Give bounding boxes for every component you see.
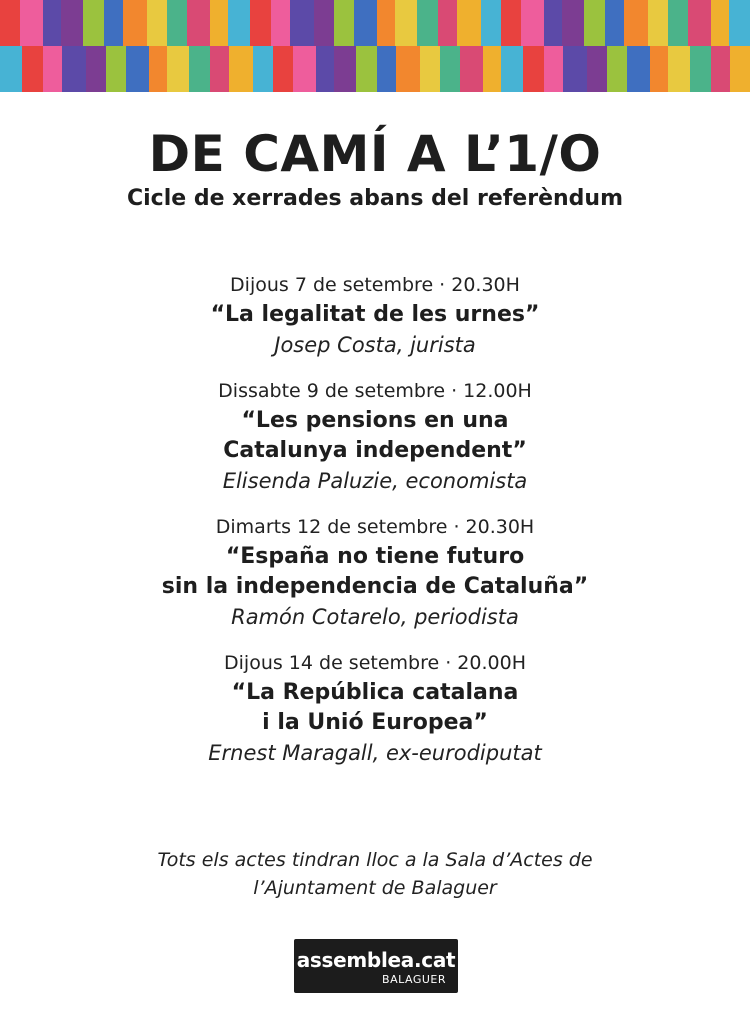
logo-subtitle: BALAGUER <box>382 973 446 986</box>
color-stripe <box>729 0 750 46</box>
color-stripe <box>167 0 187 46</box>
color-stripe <box>523 46 544 92</box>
talk-speaker: Josep Costa, jurista <box>274 333 476 357</box>
color-stripe <box>483 46 501 92</box>
color-stripe <box>438 0 457 46</box>
color-stripe <box>544 0 562 46</box>
color-stripe <box>187 0 210 46</box>
color-stripe <box>316 46 334 92</box>
color-stripe <box>104 0 123 46</box>
color-stripe <box>563 46 587 92</box>
color-stripe <box>189 46 210 92</box>
talk-item <box>0 648 750 768</box>
talk-title-line: i la Unió Europea” <box>262 710 488 735</box>
talk-title-line: “La legalitat de les urnes” <box>210 302 540 327</box>
color-stripe <box>43 0 61 46</box>
color-stripe <box>730 46 750 92</box>
color-stripe <box>627 46 650 92</box>
color-stripe <box>711 46 730 92</box>
color-stripe <box>562 0 584 46</box>
color-stripe <box>417 0 438 46</box>
color-stripe <box>501 46 523 92</box>
color-stripe <box>668 0 688 46</box>
color-stripe <box>123 0 147 46</box>
talk-speaker: Elisenda Paluzie, economista <box>222 469 528 493</box>
color-stripe <box>668 46 690 92</box>
color-stripe <box>86 46 106 92</box>
color-stripe <box>253 46 273 92</box>
talk-list <box>0 270 750 784</box>
color-stripe <box>20 0 43 46</box>
color-stripe <box>43 46 62 92</box>
talk-title-line: sin la independencia de Cataluña” <box>161 574 589 599</box>
color-stripe <box>481 0 501 46</box>
color-stripe <box>354 0 377 46</box>
color-stripe <box>420 46 440 92</box>
color-stripe <box>650 46 668 92</box>
talk-title-line: “Les pensions en una <box>241 408 509 433</box>
color-stripe <box>688 0 711 46</box>
talk-speaker: Ernest Maragall, ex-eurodiputat <box>208 741 542 765</box>
color-stripe <box>648 0 668 46</box>
color-stripe <box>0 46 22 92</box>
page-subtitle: Cicle de xerrades abans del referèndum <box>126 186 623 211</box>
color-stripe <box>334 0 354 46</box>
color-stripe <box>210 0 228 46</box>
talk-title-line: Catalunya independent” <box>223 438 527 463</box>
color-stripe <box>0 0 20 46</box>
color-stripe <box>149 46 167 92</box>
talk-title-line: “La República catalana <box>231 680 519 705</box>
venue-line: Tots els actes tindran lloc a la Sala d’Actes de <box>157 849 593 871</box>
color-stripe <box>624 0 648 46</box>
color-stripe <box>62 46 86 92</box>
color-stripe <box>273 46 293 92</box>
color-stripe-banner <box>0 0 750 92</box>
talk-date: Dimarts 12 de setembre · 20.30H <box>215 516 535 538</box>
color-stripe <box>22 46 43 92</box>
talk-title-line: “España no tiene futuro <box>225 544 525 569</box>
color-stripe <box>711 0 729 46</box>
color-stripe <box>83 0 104 46</box>
color-stripe <box>210 46 229 92</box>
stripe-row-bottom <box>0 46 750 92</box>
color-stripe <box>271 0 290 46</box>
color-stripe <box>587 46 607 92</box>
talk-title <box>0 300 750 330</box>
color-stripe <box>228 0 250 46</box>
color-stripe <box>457 0 481 46</box>
color-stripe <box>126 46 149 92</box>
color-stripe <box>293 46 316 92</box>
color-stripe <box>440 46 460 92</box>
color-stripe <box>690 46 711 92</box>
color-stripe <box>396 46 420 92</box>
talk-date: Dijous 7 de setembre · 20.30H <box>230 274 520 296</box>
talk-title <box>0 406 750 466</box>
color-stripe <box>544 46 563 92</box>
color-stripe <box>250 0 271 46</box>
color-stripe <box>377 46 396 92</box>
color-stripe <box>229 46 253 92</box>
color-stripe <box>167 46 189 92</box>
color-stripe <box>290 0 314 46</box>
color-stripe <box>605 0 624 46</box>
page-title: DE CAMÍ A L’1/O <box>148 125 602 183</box>
stripe-row-top <box>0 0 750 46</box>
talk-item <box>0 512 750 632</box>
talk-title <box>0 678 750 738</box>
talk-title <box>0 542 750 602</box>
talk-speaker: Ramón Cotarelo, periodista <box>231 605 519 629</box>
assemblea-logo <box>294 939 458 993</box>
color-stripe <box>314 0 334 46</box>
color-stripe <box>61 0 83 46</box>
logo-wordmark: assemblea.cat <box>296 948 456 972</box>
talk-date: Dijous 14 de setembre · 20.00H <box>224 652 526 674</box>
venue-line: l’Ajuntament de Balaguer <box>253 877 497 899</box>
color-stripe <box>521 0 544 46</box>
venue-note <box>0 846 750 902</box>
talk-item <box>0 376 750 496</box>
color-stripe <box>395 0 417 46</box>
color-stripe <box>377 0 395 46</box>
talk-date: Dissabte 9 de setembre · 12.00H <box>218 380 532 402</box>
color-stripe <box>607 46 627 92</box>
color-stripe <box>147 0 167 46</box>
talk-item <box>0 270 750 360</box>
color-stripe <box>334 46 356 92</box>
color-stripe <box>460 46 483 92</box>
color-stripe <box>356 46 377 92</box>
color-stripe <box>584 0 605 46</box>
color-stripe <box>501 0 521 46</box>
color-stripe <box>106 46 126 92</box>
